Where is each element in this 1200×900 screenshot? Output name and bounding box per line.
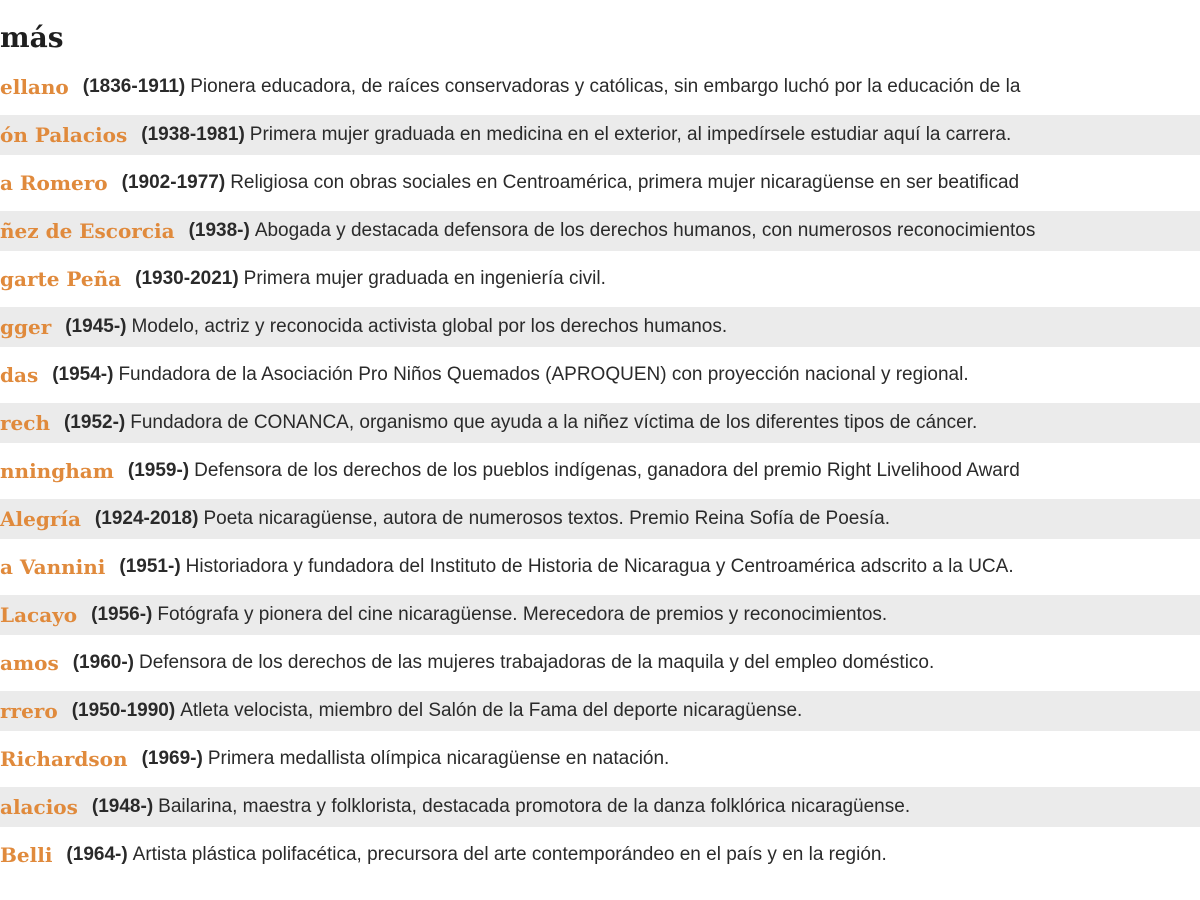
list-item xyxy=(0,835,1200,875)
entry-description: Primera mujer graduada en medicina en el exterior, al impedírsele estudiar aquí la carrera. xyxy=(249,124,1012,145)
entry-description: Primera medallista olímpica nicaragüense en natación. xyxy=(207,748,670,769)
entry-description: Historiadora y fundadora del Instituto de Historia de Nicaragua y Centroamérica adscrito a la UCA. xyxy=(185,556,1014,577)
entry-name: Alegría xyxy=(0,507,81,531)
entry-name: rrero xyxy=(0,699,58,723)
entry-name: ñez de Escorcia xyxy=(0,219,175,243)
entry-years: (1964-) xyxy=(66,844,128,865)
entry-name: das xyxy=(0,363,39,387)
entry-description: Religiosa con obras sociales en Centroamérica, primera mujer nicaragüense en ser beatificad xyxy=(230,172,1020,193)
entry-years: (1960-) xyxy=(72,652,134,673)
list-item xyxy=(0,67,1200,107)
entry-description: Fotógrafa y pionera del cine nicaragüense. Merecedora de premios y reconocimientos. xyxy=(157,604,888,625)
entry-description: Defensora de los derechos de las mujeres trabajadoras de la maquila y del empleo doméstico. xyxy=(138,652,935,673)
entry-years: (1954-) xyxy=(52,364,114,385)
entry-name: garte Peña xyxy=(0,267,122,291)
entry-name: alacios xyxy=(0,795,78,819)
entry-description: Fundadora de CONANCA, organismo que ayuda a la niñez víctima de los diferentes tipos de cáncer. xyxy=(130,412,978,433)
entry-name: ón Palacios xyxy=(0,123,128,147)
list-item xyxy=(0,211,1200,251)
entry-description: Atleta velocista, miembro del Salón de la Fama del deporte nicaragüense. xyxy=(180,700,803,721)
entry-description: Fundadora de la Asociación Pro Niños Quemados (APROQUEN) con proyección nacional y regional. xyxy=(118,364,969,385)
entry-name: a Vannini xyxy=(0,555,106,579)
list-item xyxy=(0,403,1200,443)
list-item xyxy=(0,307,1200,347)
entry-name: Belli xyxy=(0,843,53,867)
entry-name: gger xyxy=(0,315,52,339)
entry-years: (1836-1911) xyxy=(82,76,186,97)
list-item xyxy=(0,787,1200,827)
entry-years: (1951-) xyxy=(119,556,181,577)
entry-years: (1902-1977) xyxy=(121,172,226,193)
entry-years: (1959-) xyxy=(127,460,190,481)
list-item xyxy=(0,115,1200,155)
entry-years: (1948-) xyxy=(91,796,154,817)
entry-description: Modelo, actriz y reconocida activista global por los derechos humanos. xyxy=(131,316,728,337)
entry-years: (1938-) xyxy=(188,220,250,241)
entry-description: Bailarina, maestra y folklorista, destacada promotora de la danza folklórica nicaragüense. xyxy=(158,796,911,817)
entry-name: a Romero xyxy=(0,171,108,195)
entry-description: Abogada y destacada defensora de los derechos humanos, con numerosos reconocimientos xyxy=(254,220,1036,241)
entry-description: Primera mujer graduada en ingeniería civil. xyxy=(243,268,606,289)
list-item xyxy=(0,691,1200,731)
entry-description: Poeta nicaragüense, autora de numerosos textos. Premio Reina Sofía de Poesía. xyxy=(203,508,890,529)
entry-years: (1924-2018) xyxy=(94,508,199,529)
list-item xyxy=(0,499,1200,539)
entry-years: (1938-1981) xyxy=(141,124,245,145)
entry-years: (1950-1990) xyxy=(71,700,176,721)
list-item xyxy=(0,595,1200,635)
entry-years: (1945-) xyxy=(65,316,127,337)
list-item xyxy=(0,739,1200,779)
entry-name: nningham xyxy=(0,459,114,483)
women-list xyxy=(0,67,1200,883)
list-item xyxy=(0,547,1200,587)
entry-description: Defensora de los derechos de los pueblos indígenas, ganadora del premio Right Livelihood Award xyxy=(194,460,1020,481)
entry-description: Artista plástica polifacética, precursora del arte contemporándeo en el país y en la región. xyxy=(132,844,887,865)
section-heading: más xyxy=(0,21,64,54)
list-item xyxy=(0,259,1200,299)
entry-name: rech xyxy=(0,411,50,435)
entry-years: (1969-) xyxy=(141,748,203,769)
entry-name: Lacayo xyxy=(0,603,78,627)
entry-name: ellano xyxy=(0,75,69,99)
list-item xyxy=(0,451,1200,491)
entry-years: (1956-) xyxy=(91,604,153,625)
entry-years: (1930-2021) xyxy=(135,268,239,289)
list-item xyxy=(0,355,1200,395)
entry-years: (1952-) xyxy=(63,412,126,433)
list-item xyxy=(0,643,1200,683)
entry-name: Richardson xyxy=(0,747,128,771)
entry-description: Pionera educadora, de raíces conservadoras y católicas, sin embargo luchó por la educación de la xyxy=(190,76,1021,97)
entry-name: amos xyxy=(0,651,59,675)
list-item xyxy=(0,163,1200,203)
